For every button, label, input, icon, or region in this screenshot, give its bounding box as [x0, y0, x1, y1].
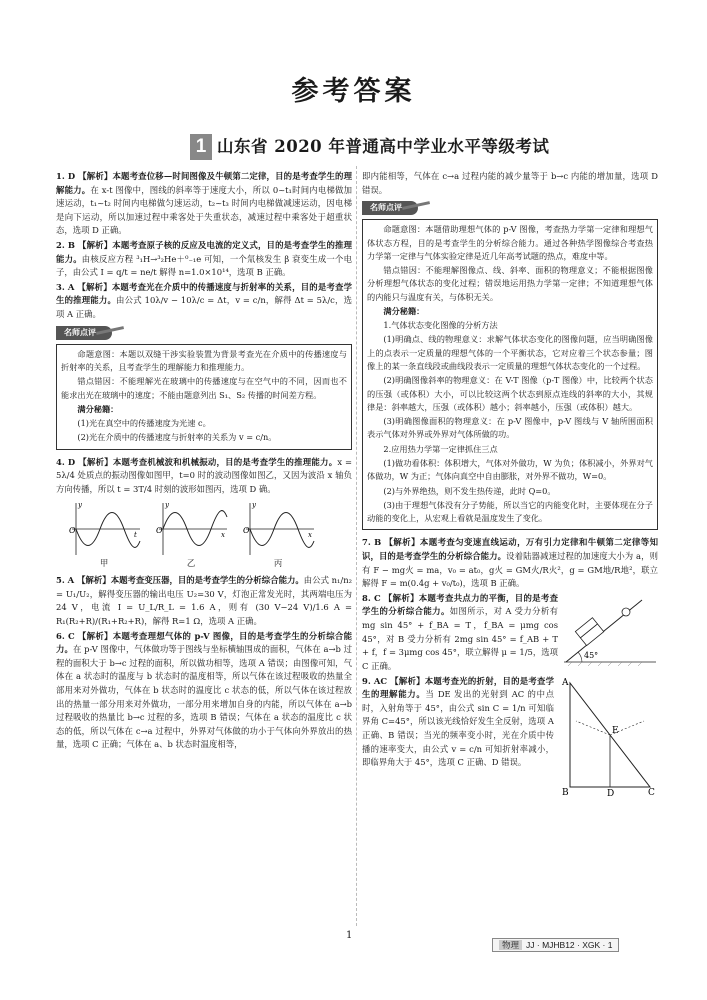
section-banner — [190, 134, 549, 160]
q5-answer: 5. A 【解析】本题考查变压器，目的是考查学生的分析综合能力。由公式 n₁/n₂ = U₁/U₂，解得变压器的输出电压 U₂=30 V，灯泡正常发光时，其两端电压为 24 V，电流 I = U_L/R_L = 1.6 A，则有 (30 V−24 V)/1.6 A = R₁(R₂+R)/(R₁+R₂+R)，解得 R=1 Ω，选项 A 正确。 — [56, 575, 352, 626]
q8-block — [362, 592, 658, 675]
box-paragraph: (2)光在介质中的传播速度与折射率的关系为 v = c/n。 — [77, 432, 277, 443]
box-paragraph: 错点错因：不能理解图像点、线、斜率、面积的物理意义；不能根据图像分析理想气体状态的变化过程；错误地运用热力学第一定律；不知道理想气体的内能只与温度有关，与体积无关。 — [367, 265, 653, 302]
wave-label: 乙 — [186, 557, 196, 568]
q2-answer: 2. B 【解析】本题考查原子核的反应及电流的定义式，目的是考查学生的推理能力。由核反应方程 ³₁H→³₂He＋⁰₋₁e 可知，一个氚核发生 β 衰变生成一个电子，由公式 I = q/t = ne/t 解得 n=1.0×10¹⁴，选项 B 正确。 — [56, 240, 353, 278]
footer-subject: 物理 — [499, 940, 522, 950]
svg-text:45°: 45° — [584, 650, 599, 660]
svg-text:C: C — [648, 787, 655, 797]
wave-figures — [66, 499, 316, 571]
svg-text:O: O — [69, 525, 76, 535]
page-number: 1 — [346, 930, 353, 941]
svg-text:y: y — [78, 500, 82, 509]
q9-answer: 9. AC 【解析】本题考查光的折射，目的是考查学生的理解能力。当 DE 发出的光射到 AC 的中点时，入射角等于 45°，由公式 sin C = 1/n 可知临界角 C=45°，所以该光线恰好发生全反射，选项 A 正确、B 错误；当光的频率变小时，光在介质中传播的速率变大，由公式 v = c/n 可知折射率减小，即临界角大于 45°，选项 C 正确、D 错误。 — [362, 675, 555, 768]
right-column — [362, 170, 658, 797]
wave-figure-b — [153, 499, 229, 571]
analysis-badge: 名师点评 — [56, 326, 112, 340]
svg-text:B: B — [562, 787, 569, 797]
box-paragraph: (1)光在真空中的传播速度为光速 c。 — [77, 418, 211, 429]
svg-text:E: E — [612, 725, 619, 736]
section-title: 山东省 2020 年普通高中学业水平等级考试 — [217, 136, 550, 156]
wave-figure-a — [66, 499, 142, 571]
footer-code — [492, 938, 619, 952]
svg-text:y: y — [252, 500, 256, 509]
box-paragraph: 错点错因：不能理解光在玻璃中的传播速度与在空气中的不同，因而也不能求出光在玻璃中的速度；不能由题意列出 S₁、S₂ 传播的时间差方程。 — [61, 376, 347, 400]
box-paragraph: (3)明确图像面积的物理意义：在 p-V 图像中，p-V 图线与 V 轴所围面积表示气体对外界或外界对气体所做的功。 — [367, 416, 653, 440]
analysis-badge: 名师点评 — [362, 201, 418, 215]
left-column — [56, 170, 352, 753]
section-number: 1 — [190, 134, 212, 160]
svg-text:t: t — [134, 530, 137, 539]
q6-continued: 即内能相等，气体在 c→a 过程内能的减少量等于 b→c 内能的增加量，选项 D 错误。 — [362, 171, 658, 195]
analysis-box-2 — [362, 219, 658, 530]
svg-text:A: A — [562, 677, 569, 688]
q9-block — [362, 675, 658, 797]
box-paragraph: (1)做功看体积：体积增大，气体对外做功，W 为负；体积减小，外界对气体做功，W 为正；气体向真空中自由膨胀，对外界不做功，W=0。 — [367, 458, 653, 482]
box-paragraph: 命题意图：本题借助理想气体的 p-V 图像，考查热力学第一定律和理想气体状态方程，目的是考查学生的分析综合能力。通过各种热学图像综合考查热力学第一定律与气体实验定律是近几年高考试题的热点，难度中等。 — [367, 224, 653, 261]
svg-text:D: D — [607, 788, 615, 797]
box-paragraph: (3)由于理想气体没有分子势能，所以当它的内能变化时，主要体现在分子动能的变化上，从宏观上看就是温度发生了变化。 — [367, 499, 653, 524]
box-heading: 满分秘籍： — [77, 403, 119, 414]
svg-text:x: x — [221, 530, 225, 539]
svg-text:y: y — [165, 500, 169, 509]
box-paragraph: 1.气体状态变化图像的分析方法 — [383, 320, 498, 331]
box-paragraph: 命题意图：本题以双缝干涉实验装置为背景考查光在介质中的传播速度与折射率的关系，且考查学生的理解能力和推理能力。 — [61, 348, 347, 372]
footer-code-text: JJ · MJHB12 · XGK · 1 — [526, 940, 613, 950]
q7-answer: 7. B 【解析】本题考查匀变速直线运动，万有引力定律和牛顿第二定律等知识，目的是考查学生的分析综合能力。设着陆器减速过程的加速度大小为 a，则有 F − mg火 = ma，v₀ = at₀，g火 = GM火/R火²，g = GM地/R地²，联立解得 F = m(0.4g + v₀/t₀)，选项 B 正确。 — [362, 537, 659, 589]
q3-answer: 3. A 【解析】本题考查光在介质中的传播速度与折射率的关系，目的是考查学生的推理能力。由公式 10λ/v − 10λ/c = Δt，v = c/n，解得 Δt = 5λ/c，选项 A 正确。 — [56, 281, 352, 320]
incline-figure — [562, 592, 658, 666]
svg-text:O: O — [243, 525, 250, 535]
prism-figure — [558, 675, 658, 797]
q4-answer: 4. D 【解析】本题考查机械波和机械振动，目的是考查学生的推理能力。x = 5λ/4 处质点的振动图像如图甲，t=0 时的波动图像如图乙，又因为波沿 x 轴负方向传播，所以 t = 3T/4 时刻的波形如图丙，选项 D 确。 — [56, 456, 352, 494]
analysis-box-1 — [56, 344, 352, 450]
q1-heading: 1. D 【解析】本题考查位移—时间图像及牛顿第二定律，目的是考查学生的理解能力。在 x-t 图像中，图线的斜率等于速度大小，所以 0~t₁时间内电梯做加速运动，t₁~t₂ 时间内电梯做匀速运动，t₂~t₃ 时间内电梯做减速运动，因电梯是向下运动，所以加速过程中乘客处于失重状态，减速过程中乘客处于超重状态，选项 D 正确。 — [56, 171, 353, 236]
wave-figure-c — [240, 499, 316, 571]
box-paragraph: 2.应用热力学第一定律抓住三点 — [383, 443, 498, 454]
q8-answer: 8. C 【解析】本题考查共点力的平衡，目的是考查学生的分析综合能力。如图所示，对 A 受力分析有 mg sin 45° + f_BA = T，f_BA = μmg cos 45°，对 B 受力分析有 2mg sin 45° = f_AB + T + f，f = 3μmg cos 45°，联立解得 μ = 1/5，选项 C 正确。 — [362, 592, 559, 671]
box-paragraph: (1)明确点、线的物理意义：求解气体状态变化的图像问题，应当明确图像上的点表示一定质量的理想气体的一个平衡状态，它对应着三个状态参量；图像上的某一条直线段或曲线段表示一定质量的理想气体状态变化的一个过程。 — [367, 334, 653, 372]
wave-label: 丙 — [273, 557, 283, 568]
q6-answer: 6. C 【解析】本题考查理想气体的 p-V 图像，目的是考查学生的分析综合能力。在 p-V 图像中，气体做功等于图线与坐标横轴围成的面积，气体在 a→b 过程的面积大于 b→c 过程的面积，所以做功相等，选项 A 错误；由图像可知，气体在 a 状态时的温度与 b 状态时的温度相等，所以气体在该过程吸收的热量全部用来对外做功，气体在 b 状态时的温度比 c 状态的低，所以气体在该过程放出的热量一部分用来对外做功，一部分用来增加自身的内能，所以气体在 a→b 过程吸收的热量比 b→c 过程的多，选项 B 错误；气体在 a 状态的温度比 c 状态的低，所以气体在 c→a 过程中，外界对气体做的功小于气体向外界放出的热量，选项 C 正确；气体在 a、b 状态时温度相等， — [56, 630, 352, 750]
svg-text:O: O — [156, 525, 163, 535]
svg-text:x: x — [308, 530, 312, 539]
box-heading: 满分秘籍： — [383, 305, 425, 316]
box-paragraph: (2)与外界绝热，则不发生热传递，此时 Q=0。 — [383, 485, 556, 496]
column-divider — [356, 166, 357, 926]
box-paragraph: (2)明确图像斜率的物理意义：在 V-T 图像（p-T 图像）中，比较两个状态的压强（或体积）大小，可以比较这两个状态到原点连线的斜率的大小，其规律是：斜率越大，压强（或体积）越小；斜率越小，压强（或体积）越大。 — [367, 375, 653, 412]
page-title: 参考答案 — [291, 76, 416, 107]
wave-label: 甲 — [99, 557, 109, 568]
